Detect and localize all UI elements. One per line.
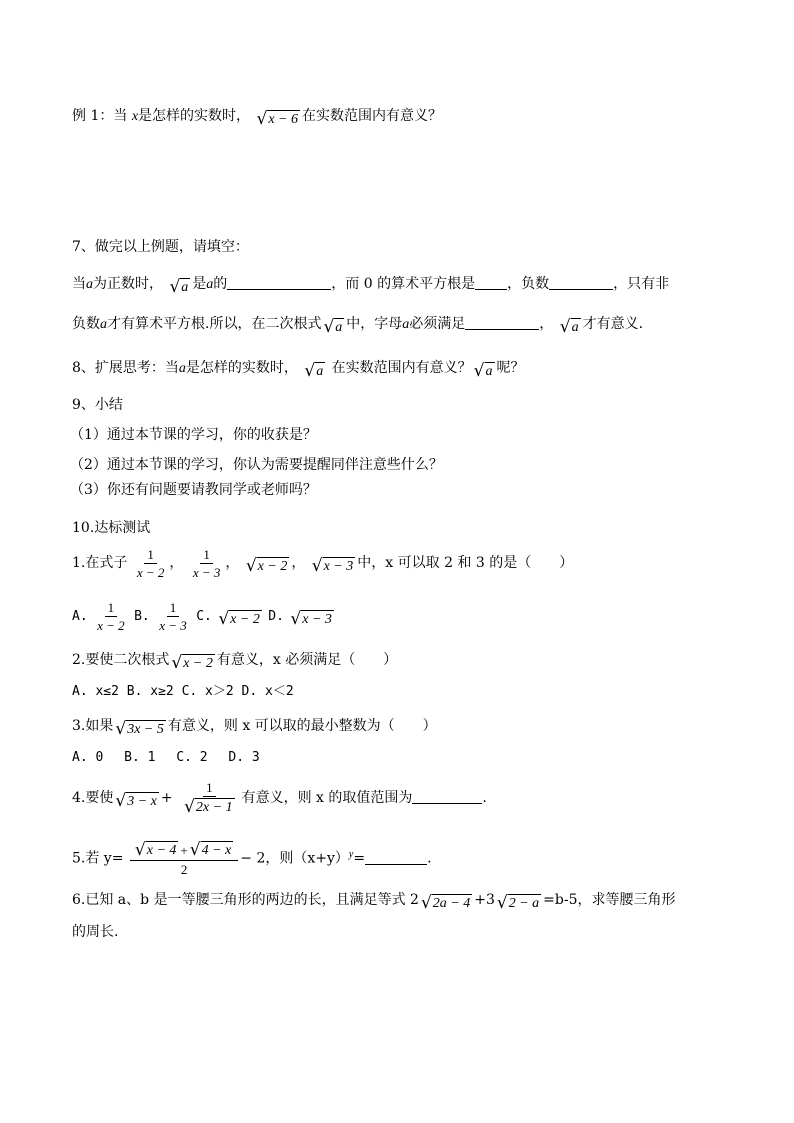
p1-text: 中，x 可以取 2 和 3 的是（ ） — [357, 555, 574, 571]
q9-title: 9、小结 — [72, 397, 123, 413]
sqrt-a: √ a — [473, 361, 493, 381]
q7-l1-text: 当 — [72, 276, 86, 292]
q9-item-1: （1）通过本节课的学习，你的收获是？ — [70, 427, 317, 443]
example-1-mid: 是怎样的实数时， — [138, 108, 251, 124]
fraction-1-over-sqrt-2x-1: 1 √ 2x − 1 — [184, 780, 233, 817]
p5-text: = — [353, 850, 366, 867]
example-1-prefix: 例 1：当 — [72, 108, 128, 124]
sqrt-a: √ a — [323, 317, 343, 337]
p1-text: ， — [169, 555, 184, 571]
q7-l1-text: ，只有非 — [613, 276, 670, 292]
sqrt-2x-1: √ 2x − 1 — [184, 797, 233, 817]
p6-text: =b-5，求等腰三角形 — [543, 892, 676, 908]
p1-text: 1.在式子 — [72, 555, 128, 571]
q10-problem-1 — [72, 546, 573, 580]
blank-5[interactable] — [412, 789, 482, 804]
example-1 — [72, 106, 442, 128]
q10-problem-6 — [72, 890, 676, 912]
sqrt-4-x: √ 4 − x — [189, 839, 232, 860]
p2-text: 有意义，x 必须满足（ ） — [216, 652, 398, 668]
sqrt-3-minus-x: √ 3 − x — [115, 791, 157, 811]
q7-line-2 — [72, 314, 643, 336]
q10-problem-3 — [72, 716, 437, 738]
exponent-y: y — [348, 849, 354, 860]
p5-text: . — [427, 850, 432, 867]
plus-sign: + — [160, 790, 173, 806]
fraction-1-over-x-3: $\frac{1}{x - 3}$ — [192, 546, 221, 580]
fraction-1-over-x-2: $\frac{1}{x - 2}$ — [136, 546, 165, 580]
q7-l1-text: 是 — [192, 276, 207, 292]
var-a: a — [402, 317, 410, 332]
q10-problem-2 — [72, 650, 397, 672]
p5-text: 5.若 y= — [72, 850, 124, 867]
option-c-label: C. — [196, 609, 212, 624]
option-c-sqrt: √ x − 2 — [218, 609, 260, 629]
fraction-sqrt-sum-over-2: √ x − 4 + √ 4 − x 2 — [130, 841, 238, 877]
q10-title: 10.达标测试 — [72, 520, 151, 536]
sqrt-a: √ a — [304, 361, 324, 381]
q10-problem-3-options: A. 0 B. 1 C. 2 D. 3 — [72, 750, 260, 765]
q7-title: 7、做完以上例题，请填空： — [72, 239, 249, 255]
sqrt-x-2: √ x − 2 — [171, 653, 213, 673]
blank-1[interactable] — [227, 275, 331, 290]
q8-text: 在实数范围内有意义？ — [331, 360, 472, 376]
q7-l2-text: 才有意义. — [582, 316, 644, 332]
p2-text: 2.要使二次根式 — [72, 652, 170, 668]
example-1-suffix: 在实数范围内有意义？ — [302, 108, 442, 124]
p3-text: 3.如果 — [72, 718, 114, 734]
sqrt-3x-5: √ 3x − 5 — [115, 719, 164, 739]
q10-problem-4 — [72, 778, 487, 818]
p1-text: ， — [225, 555, 240, 571]
var-a: a — [178, 361, 186, 376]
q10-problem-5 — [72, 834, 432, 880]
sqrt-a: √ a — [559, 317, 579, 337]
sqrt-a: √ a — [169, 277, 189, 297]
q10-problem-1-options — [72, 598, 336, 635]
q8 — [72, 358, 525, 380]
q7-l1-text: ，而 0 的算术平方根是 — [331, 276, 476, 292]
blank-3[interactable] — [549, 275, 613, 290]
q7-line-1 — [72, 274, 669, 296]
p1-text: ， — [291, 555, 306, 571]
p6-text: 6.已知 a、b 是一等腰三角形的两边的长，且满足等式 2 — [72, 892, 419, 908]
p6-text: +3 — [474, 892, 495, 908]
sqrt-x-2: √ x − 2 — [245, 556, 288, 576]
q8-text: 呢？ — [496, 360, 525, 376]
var-a: a — [206, 277, 214, 292]
option-a-label: A. — [72, 609, 88, 624]
blank-4[interactable] — [465, 315, 539, 330]
q7-l2-text: 中，字母 — [346, 316, 403, 332]
q7-l2-text: 必须满足 — [409, 316, 466, 332]
q7-l1-text: ，负数 — [507, 276, 550, 292]
q9-item-3: （3）你还有问题要请教同学或老师吗？ — [70, 482, 317, 498]
blank-2[interactable] — [475, 275, 507, 290]
option-d-label: D. — [268, 609, 284, 624]
p3-text: 有意义，则 x 可以取的最小整数为（ ） — [167, 718, 437, 734]
var-a: a — [86, 277, 93, 292]
sqrt-x-minus-6: √ x − 6 — [256, 109, 298, 129]
variable-x: x — [131, 109, 139, 124]
q10-problem-2-options: A. x≤2 B. x≥2 C. x＞2 D. x＜2 — [72, 684, 294, 699]
q8-text: 是怎样的实数时， — [185, 360, 298, 376]
q8-text: 8、扩展思考：当 — [72, 360, 179, 376]
q7-l2-text: ， — [539, 316, 554, 332]
p4-text: 4.要使 — [72, 790, 114, 806]
sqrt-x-3: √ x − 3 — [311, 556, 354, 576]
q9-item-2: （2）通过本节课的学习，你认为需要提醒同伴注意些什么？ — [70, 457, 443, 473]
p4-text: . — [482, 790, 487, 806]
p5-text: − 2，则（x+y） — [240, 850, 349, 867]
option-a-fraction: $\frac{1}{x - 2}$ — [97, 599, 125, 633]
blank-6[interactable] — [365, 850, 427, 865]
option-d-sqrt: √ x − 3 — [290, 609, 332, 629]
var-a: a — [100, 317, 107, 332]
q7-l2-text: 负数 — [72, 316, 100, 332]
q7-l1-text: 为正数时， — [93, 276, 163, 292]
option-b-fraction: $\frac{1}{x - 3}$ — [159, 599, 187, 633]
q10-problem-6-line-2: 的周长. — [72, 924, 119, 940]
sqrt-2-a: √ 2 − a — [496, 893, 540, 913]
q7-l1-text: 的 — [213, 276, 228, 292]
q7-l2-text: 才有算术平方根.所以，在二次根式 — [107, 316, 322, 332]
p4-text: 有意义，则 x 的取值范围为 — [241, 790, 413, 806]
sqrt-2a-4: √ 2a − 4 — [420, 893, 471, 913]
sqrt-x-4: √ x − 4 — [134, 839, 177, 860]
option-b-label: B. — [134, 609, 150, 624]
